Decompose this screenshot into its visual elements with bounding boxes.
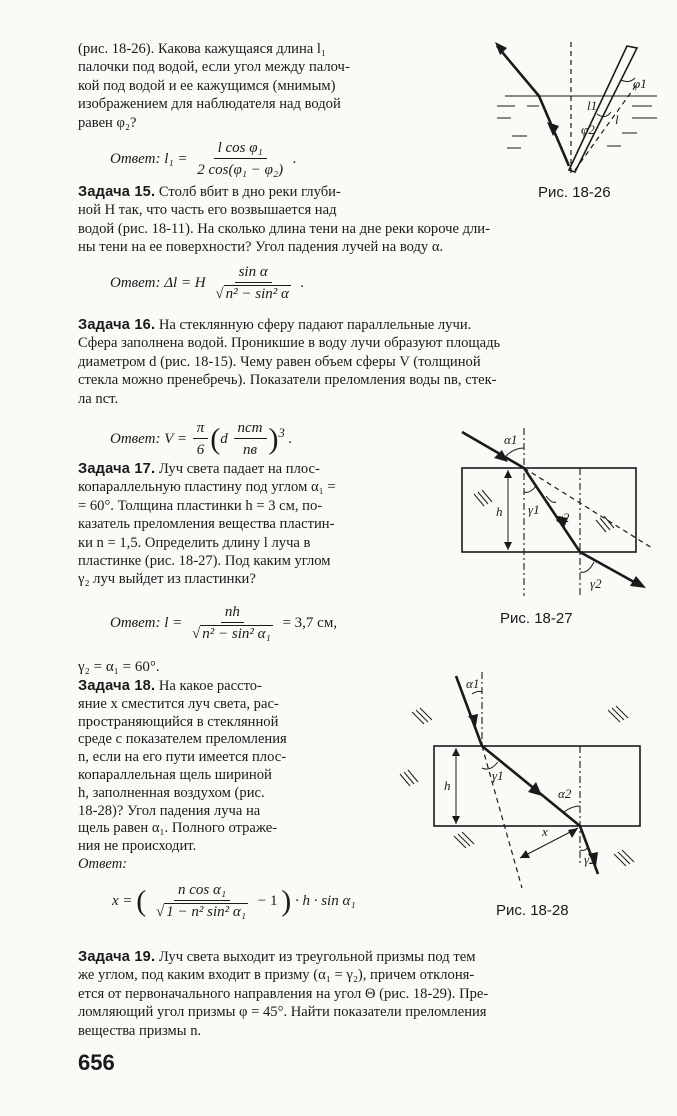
- text-line: кой под водой и ее кажущимся (мнимым): [78, 77, 336, 94]
- text-span: Столб вбит в дно реки глуби-: [158, 184, 341, 200]
- angle-arc: [506, 448, 524, 456]
- numerator: nh: [221, 602, 244, 623]
- text-line: водой (рис. 18-11). На сколько длина тени на дне реки короче дли-: [78, 220, 490, 237]
- problem-18: [78, 678, 364, 874]
- light-ray: [497, 46, 539, 96]
- answer-label: Ответ:: [110, 150, 161, 167]
- formula-lhs: V =: [164, 430, 187, 447]
- text-line: [78, 183, 470, 201]
- glass-plate: [462, 468, 636, 552]
- text-span: На стеклянную сферу падают параллельные лучи.: [158, 317, 472, 333]
- text-line: стекла можно пренебречь). Показатели преломления воды nв, стек-: [78, 372, 497, 389]
- label-l: l: [615, 112, 619, 127]
- figure-18-26: [487, 38, 667, 183]
- formula-tail: · h · sin α₁: [294, 892, 356, 909]
- denominator: √ 1 − n² sin² α₁: [156, 904, 246, 920]
- dimension-arrowhead: [504, 542, 512, 550]
- text-line: h, заполненная воздухом (рис.: [78, 784, 265, 801]
- label-alpha1: α1: [466, 676, 480, 691]
- answer-label: Ответ:: [78, 855, 128, 872]
- water-surface: [497, 96, 657, 148]
- text-line: диаметром d (рис. 18-15). Чему равен объем сферы V (толщиной: [78, 353, 481, 370]
- fraction: [234, 418, 267, 461]
- hatch-marks: [400, 706, 634, 866]
- text-line: казатель преломления вещества пластин-: [78, 516, 335, 533]
- label-alpha2: α2: [556, 510, 570, 525]
- text-line: = 60°. Толщина пластинки h = 3 см, по-: [78, 497, 323, 514]
- text-line: ной H так, что часть его возвышается над: [78, 202, 337, 219]
- text-line: Сфера заполнена водой. Проникшие в воду лучи образуют площадь: [78, 335, 501, 352]
- label-x: x: [542, 824, 548, 839]
- text-line: [78, 678, 364, 696]
- denominator: nв: [242, 442, 257, 458]
- denominator: √ n² − sin² α: [215, 286, 289, 302]
- variable-d: d: [220, 430, 228, 447]
- dimension-arrowhead: [568, 828, 578, 838]
- text-line: пространяющийся в стеклянной: [78, 713, 279, 730]
- answer-17-line2: γ₂ = α₁ = 60°.: [78, 659, 160, 675]
- text-span: Луч света выходит из треугольной призмы под тем: [158, 949, 476, 965]
- answer-15: [110, 262, 304, 305]
- angle-arc: [524, 486, 536, 492]
- numerator: n cos α₁: [174, 880, 230, 901]
- text-line: яние x сместится луч света, рас-: [78, 695, 279, 712]
- numerator: sin α: [235, 262, 272, 283]
- fraction: [188, 602, 277, 645]
- fraction: [152, 880, 252, 923]
- fraction: [211, 262, 294, 305]
- figure-18-27: [456, 420, 666, 600]
- angle-arc: [472, 691, 482, 694]
- problem-title: Задача 17.: [78, 461, 156, 477]
- problem-title: Задача 18.: [78, 678, 156, 694]
- problem-title: Задача 19.: [78, 949, 156, 965]
- label-gamma2: γ2: [584, 852, 596, 867]
- text-line: копараллельную пластину под углом α₁ =: [78, 479, 336, 496]
- text-line: γ₂ луч выйдет из пластинки?: [78, 571, 256, 588]
- text-line: ла nст.: [78, 390, 119, 407]
- denominator: 2 cos(φ₁ − φ₂): [197, 162, 284, 178]
- text-line: [78, 316, 660, 334]
- text-line: щель равен α₁. Полного отраже-: [78, 820, 278, 837]
- denominator: 6: [196, 442, 205, 458]
- problem-17: [78, 460, 438, 589]
- label-h: h: [444, 778, 451, 793]
- figure-18-28: [392, 668, 652, 900]
- text-line: же углом, под каким входит в призму (α₁ = γ₂), причем отклоня-: [78, 967, 475, 984]
- formula-tail: .: [288, 430, 293, 447]
- incident-extension: [524, 468, 652, 548]
- problem-16: [78, 316, 660, 408]
- text-line: ется от первоначального направления на угол Θ (рис. 18-29). Пре-: [78, 985, 489, 1002]
- text-line: равен φ₂?: [78, 114, 137, 131]
- radicand: n² − sin² α₁: [202, 626, 271, 642]
- denominator: √ n² − sin² α₁: [192, 626, 271, 642]
- text-line: (рис. 18-26). Какова кажущаяся длина l₁: [78, 41, 327, 57]
- caption-18-28: Рис. 18-28: [496, 902, 569, 919]
- numerator: l cos φ₁: [214, 138, 267, 159]
- text-line: пластинке (рис. 18-27). Под каким углом: [78, 553, 331, 570]
- label-alpha2: α2: [558, 786, 572, 801]
- radicand: 1 − n² sin² α₁: [166, 904, 246, 920]
- ray-arrowhead: [547, 122, 559, 136]
- problem-15: [78, 183, 660, 257]
- label-h: h: [496, 504, 503, 519]
- caption-18-26: Рис. 18-26: [538, 184, 611, 201]
- problem-title: Задача 15.: [78, 184, 156, 200]
- text-line: изображением для наблюдателя над водой: [78, 96, 341, 113]
- text-line: [78, 948, 660, 966]
- light-ray: [580, 552, 634, 582]
- label-l1: l1: [587, 98, 598, 113]
- dimension-arrowhead: [452, 748, 460, 756]
- label-phi1: φ1: [633, 76, 647, 91]
- label-alpha1: α1: [504, 432, 518, 447]
- formula-lhs: x =: [112, 892, 133, 909]
- answer-18: x = ( $\frac{\text{n cos α₁}}{\text{√ 1 − n² sin² α₁}}$ − 1 ) · h · sin α₁: [112, 880, 356, 923]
- dimension-arrowhead: [452, 816, 460, 824]
- answer-16: Ответ: V = $\frac{\pi}{6}$ (d $\frac{\text{nст}}{nв}$ )$^3$ .: [110, 418, 292, 461]
- text-line: ки n = 1,5. Определить длину l луча в: [78, 534, 311, 551]
- label-phi2: φ2: [581, 122, 595, 137]
- angle-arc: [580, 562, 594, 572]
- problem-title: Задача 16.: [78, 317, 156, 333]
- dimension-arrowhead: [504, 470, 512, 478]
- text-line: среде с показателем преломления: [78, 731, 287, 748]
- formula-lhs: l₁ =: [164, 150, 188, 167]
- answer-label: Ответ:: [110, 430, 161, 447]
- formula-lhs: l =: [164, 614, 183, 631]
- radicand: n² − sin² α: [225, 286, 289, 302]
- problem-19: [78, 948, 660, 1040]
- formula-result: = 3,7 см,: [282, 614, 338, 631]
- text-span: Луч света падает на плос-: [158, 461, 320, 477]
- text-line: палочки под водой, если угол между палоч-: [78, 59, 350, 76]
- text-line: ны тени на ее поверхности? Угол падения лучей на воду α.: [78, 239, 444, 256]
- answer-label: Ответ:: [110, 274, 161, 291]
- formula-minus: − 1: [257, 892, 278, 909]
- exponent: 3: [278, 425, 285, 440]
- text-line: [78, 460, 438, 478]
- text-line: копараллельная щель шириной: [78, 766, 272, 783]
- numerator: π: [193, 418, 209, 439]
- label-gamma1: γ1: [528, 502, 540, 517]
- stick: [569, 46, 637, 172]
- answer-14: [110, 138, 297, 181]
- formula-tail: .: [292, 150, 297, 167]
- numerator: nст: [234, 418, 267, 439]
- answer-17: [110, 602, 337, 645]
- text-line: n, если на его пути имеется плос-: [78, 749, 287, 766]
- text-span: На какое рассто-: [158, 678, 262, 694]
- text-line: ния не происходит.: [78, 838, 197, 855]
- text-line: 18-28)? Угол падения луча на: [78, 802, 261, 819]
- ray-arrowhead: [630, 576, 646, 588]
- text-line: вещества призмы n.: [78, 1022, 202, 1039]
- fraction: [193, 138, 287, 181]
- answer-label: Ответ:: [110, 614, 161, 631]
- intro-text: [78, 40, 478, 132]
- ray-arrowhead: [495, 42, 507, 55]
- angle-arc: [564, 806, 580, 812]
- caption-18-27: Рис. 18-27: [500, 610, 573, 627]
- text-line: ломляющий угол призмы φ = 45°. Найти показатели преломления: [78, 1004, 487, 1021]
- formula-lhs: Δl = H: [164, 274, 206, 291]
- label-gamma1: γ1: [492, 768, 504, 783]
- label-gamma2: γ2: [590, 576, 602, 591]
- page-number: 656: [78, 1050, 115, 1075]
- fraction: [193, 418, 209, 461]
- formula-tail: .: [300, 274, 305, 291]
